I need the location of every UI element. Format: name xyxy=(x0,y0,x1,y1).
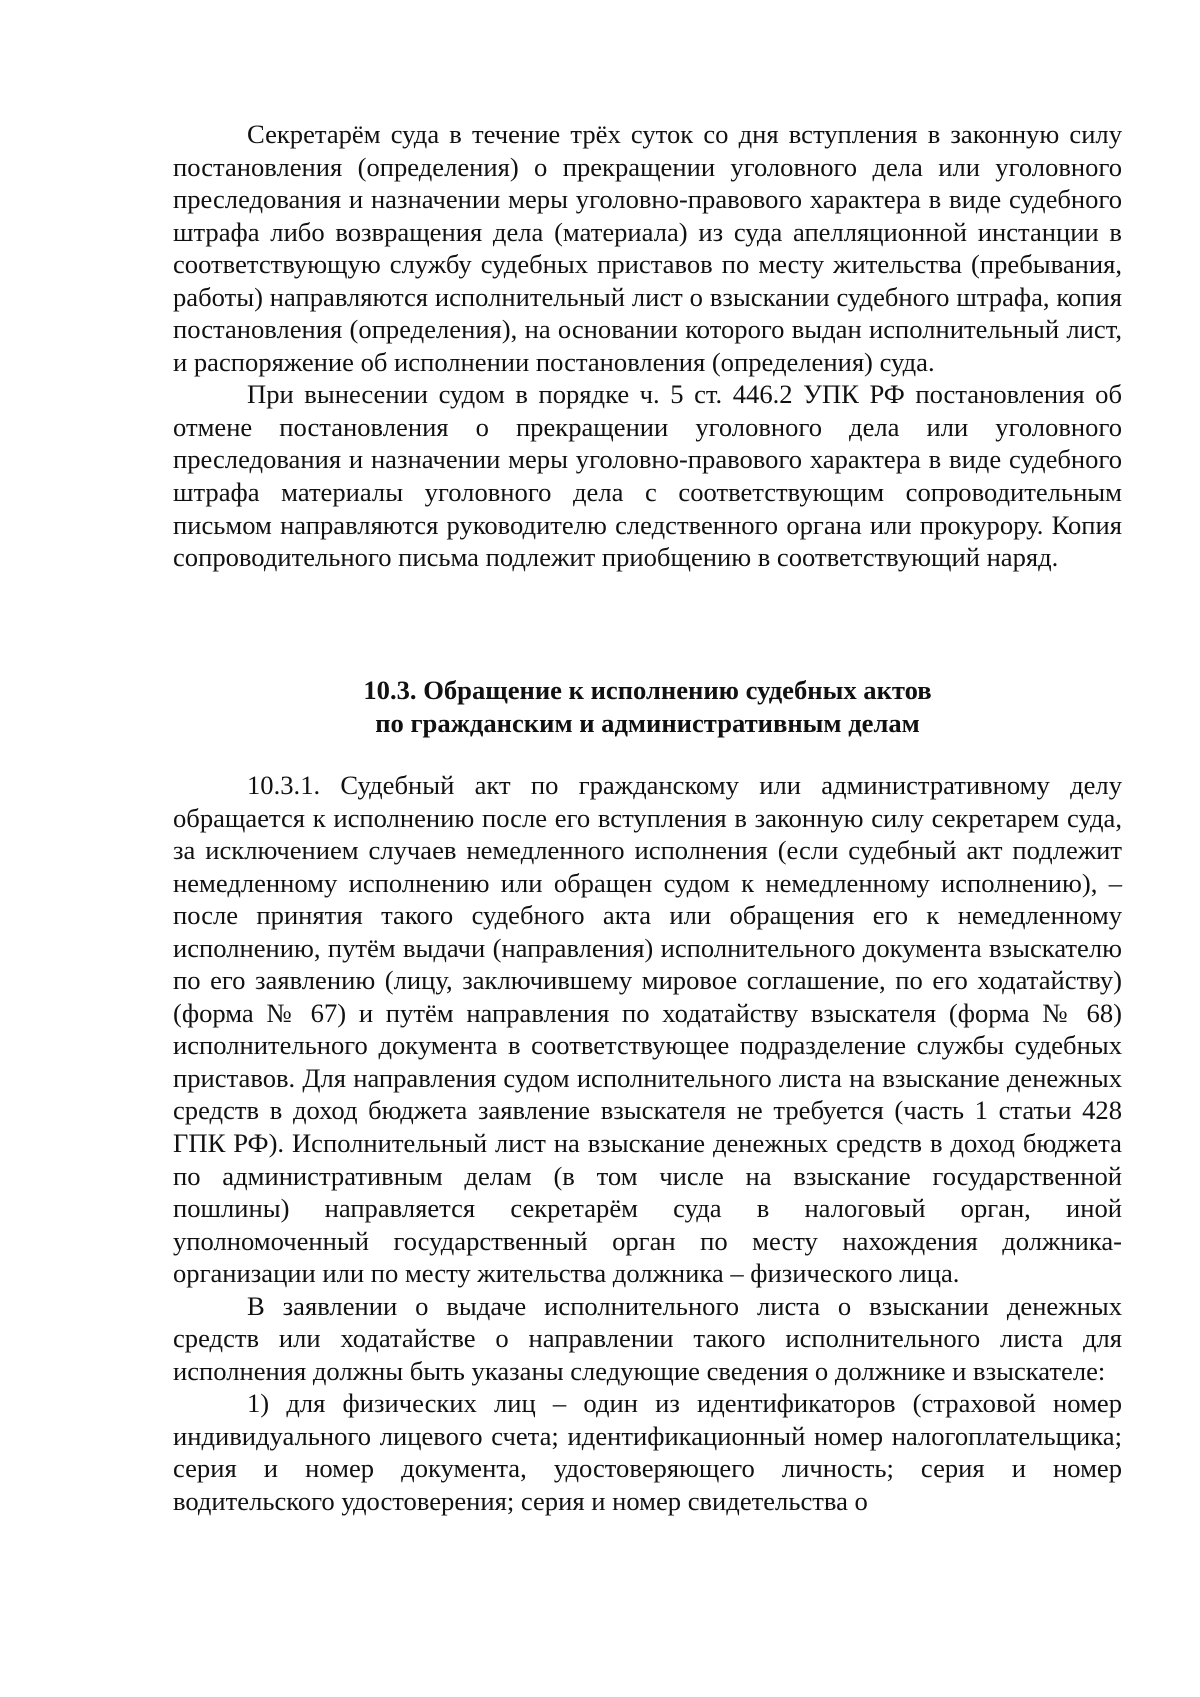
section-heading-line1: 10.3. Обращение к исполнению судебных актов xyxy=(363,675,932,705)
section-heading-line2: по гражданским и административным делам xyxy=(375,707,920,738)
paragraph-application-requirements: В заявлении о выдаче исполнительного листа о взыскании денежных средств или ходатайстве о направлении такого исполнительного листа для исполнения должны быть указаны следующие сведения о должнике и взыскателе: xyxy=(173,1290,1122,1386)
paragraph-cancellation-of-ruling: При вынесении судом в порядке ч. 5 ст. 446.2 УПК РФ постановления об отмене постановления о прекращении уголовного дела или уголовного преследования и назначении меры уголовно-правового характера в виде судебного штрафа материалы уголовного дела с соответствующим сопроводительным письмом направляются руководителю следственного органа или прокурору. Копия сопроводительного письма подлежит приобщению в соответствующий наряд. xyxy=(173,379,1122,573)
section-text-block xyxy=(173,769,1122,1518)
paragraph-court-fine-execution: Секретарём суда в течение трёх суток со дня вступления в законную силу постановления (определения) о прекращении уголовного дела или уголовного преследования и назначении меры уголовно-правового характера в виде судебного штрафа либо возвращения дела (материала) из суда апелляционной инстанции в соответствующую службу судебных приставов по месту жительства (пребывания, работы) направляются исполнительный лист о взыскании судебного штрафа, копия постановления (определения), на основании которого выдан исполнительный лист, и распоряжение об исполнении постановления (определения) суда. xyxy=(173,119,1122,377)
section-heading xyxy=(173,674,1122,739)
intro-text-block xyxy=(173,118,1122,574)
paragraph-10-3-1: 10.3.1. Судебный акт по гражданскому или административному делу обращается к исполнению после его вступления в законную силу секретарем суда, за исключением случаев немедленного исполнения (если судебный акт подлежит немедленному исполнению или обращен судом к немедленному исполнению), – после принятия такого судебного акта или обращения его к немедленному исполнению, путём выдачи (направления) исполнительного документа взыскателю по его заявлению (лицу, заключившему мировое соглашение, по его ходатайству) (форма № 67) и путём направления по ходатайству взыскателя (форма № 68) исполнительного документа в соответствующее подразделение службы судебных приставов. Для направления судом исполнительного листа на взыскание денежных средств в доход бюджета заявление взыскателя не требуется (часть 1 статьи 428 ГПК РФ). Исполнительный лист на взыскание денежных средств в доход бюджета по административным делам (в том числе на взыскание государственной пошлины) направляется секретарём суда в налоговый орган, иной уполномоченный государственный орган по месту нахождения должника-организации или по месту жительства должника – физического лица. xyxy=(173,770,1122,1289)
paragraph-individuals-identifiers: 1) для физических лиц – один из идентификаторов (страховой номер индивидуального лицевого счета; идентификационный номер налогоплательщика; серия и номер документа, удостоверяющего личность; серия и номер водительского удостоверения; серия и номер свидетельства о xyxy=(173,1388,1122,1517)
